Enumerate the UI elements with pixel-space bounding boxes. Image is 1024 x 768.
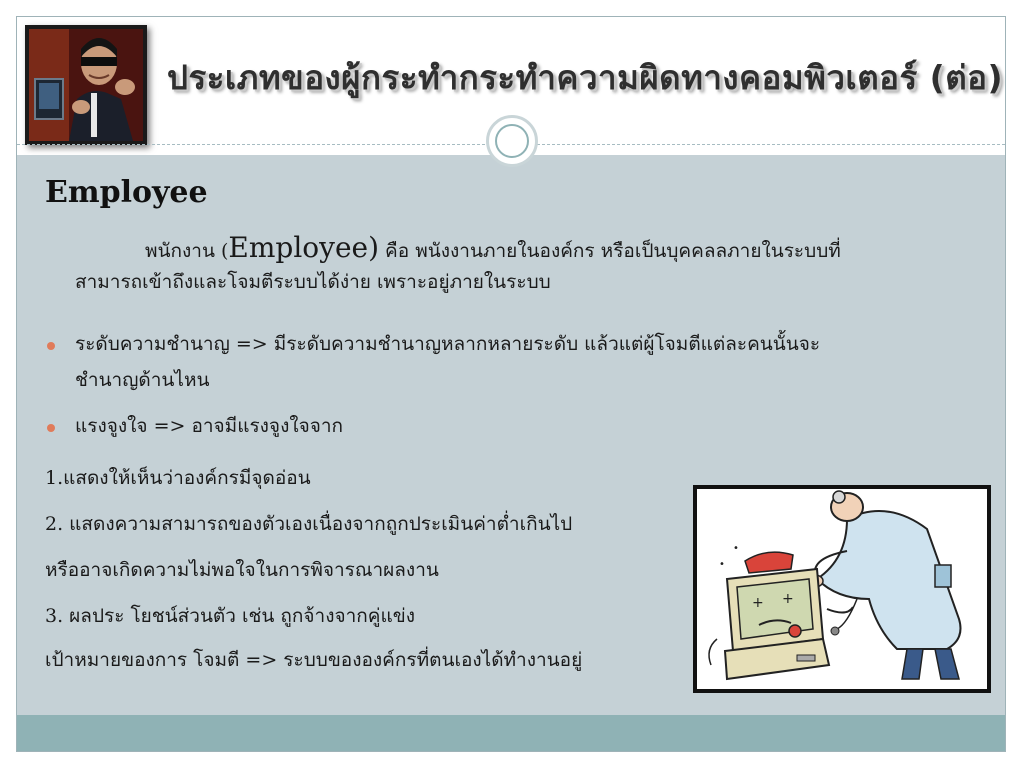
bullet-dot bbox=[47, 342, 55, 350]
section-heading: Employee bbox=[45, 175, 208, 210]
paragraph-4: 3. ผลประ โยชน์ส่วนตัว เช่น ถูกจ้างจากคู่แข่ง bbox=[45, 605, 416, 627]
svg-text:•: • bbox=[719, 559, 725, 570]
footer-bar bbox=[17, 715, 1005, 751]
paragraph-3: หรืออาจเกิดความไม่พอใจในการพิจารณาผลงาน bbox=[45, 559, 439, 581]
bullet-2-line-1: แรงจูงใจ => อาจมีแรงจูงใจจาก bbox=[75, 415, 344, 437]
paragraph-5: เป้าหมายของการ โจมตี => ระบบขององค์กรที่ตนเองได้ทำงานอยู่ bbox=[45, 649, 583, 671]
svg-text:+: + bbox=[752, 595, 764, 611]
intro-suffix: คือ พนังงานภายในองค์กร หรือเป็นบุคคลลภายในระบบที่ bbox=[379, 240, 841, 262]
intro-line-1 bbox=[145, 231, 841, 266]
intro-line-2: สามารถเข้าถึงและโจมตีระบบได้ง่าย เพราะอยู่ภายในระบบ bbox=[75, 271, 551, 293]
hacker-photo bbox=[25, 25, 147, 145]
svg-text:+: + bbox=[782, 591, 794, 607]
intro-prefix: พนักงาน ( bbox=[145, 240, 229, 262]
svg-text:•: • bbox=[733, 543, 739, 554]
paragraph-1: 1.แสดงให้เห็นว่าองค์กรมีจุดอ่อน bbox=[45, 467, 311, 489]
bullet-1-line-2: ชำนาญด้านไหน bbox=[75, 369, 210, 391]
paragraph-2: 2. แสดงความสามารถของตัวเองเนื่องจากถูกประเมินค่าต่ำเกินไป bbox=[45, 513, 573, 535]
bullet-1-line-1: ระดับความชำนาญ => มีระดับความชำนาญหลากหลายระดับ แล้วแต่ผู้โจมตีแต่ละคนนั้นจะ bbox=[75, 333, 821, 355]
circle-ornament bbox=[486, 115, 538, 167]
doctor-computer-cartoon bbox=[693, 485, 991, 693]
intro-term: Employee) bbox=[228, 231, 380, 264]
bullet-dot bbox=[47, 424, 55, 432]
slide-title: ประเภทของผู้กระทำกระทำความผิดทางคอมพิวเตอร์ (ต่อ) bbox=[167, 58, 1004, 97]
slide bbox=[16, 16, 1006, 752]
